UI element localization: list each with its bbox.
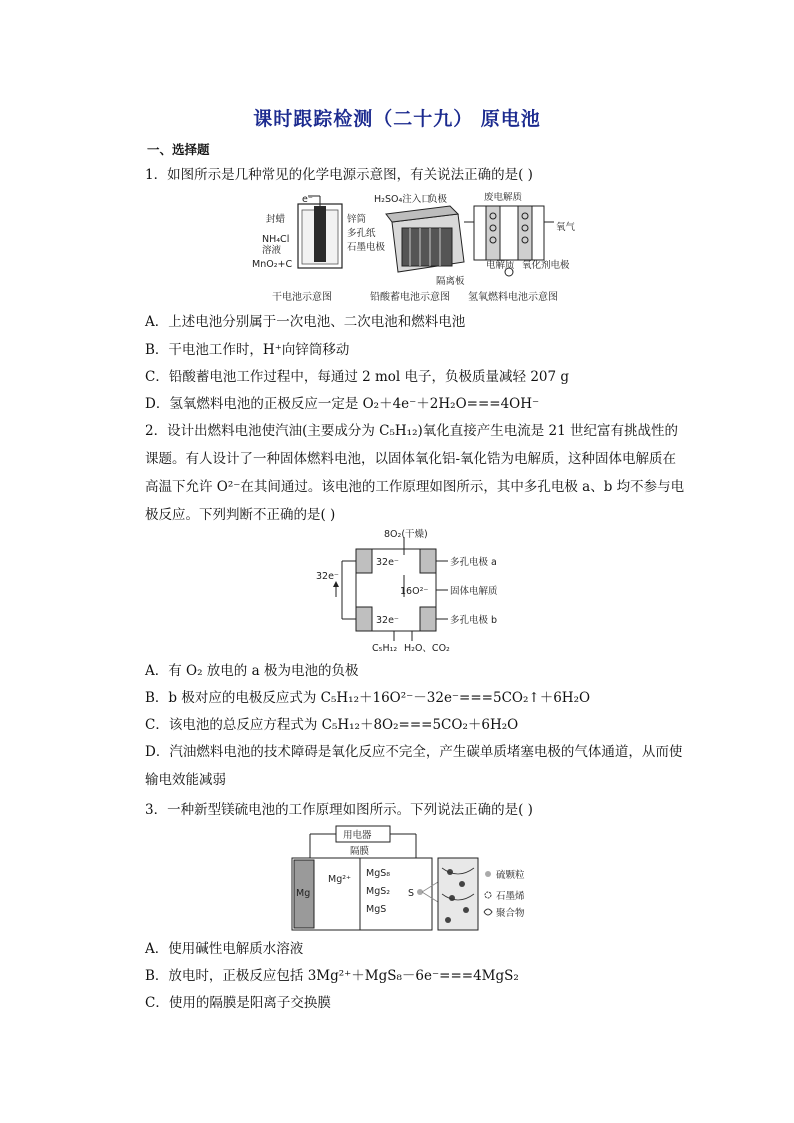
fuel-label-electrolyte: 电解质: [486, 260, 515, 271]
q2-e-bottom: 32e⁻: [376, 615, 399, 626]
q2-electrolyte: 固体电解质: [450, 586, 498, 597]
dry-label-graphite: 石墨电极: [347, 242, 386, 253]
q1-stem: 1．如图所示是几种常见的化学电源示意图，有关说法正确的是( ): [145, 167, 533, 183]
q2-top-label: 8O₂(干燥): [384, 529, 428, 540]
q3-option-a: A．使用碱性电解质水溶液: [145, 941, 304, 957]
lead-label-separator: 隔离板: [436, 276, 465, 287]
q3-option-b: B．放电时，正极反应包括 3Mg²⁺＋MgS₈－6e⁻===4MgS₂: [145, 968, 519, 984]
q2-option-b: B．b 极对应的电极反应式为 C₅H₁₂＋16O²⁻－32e⁻===5CO₂↑＋6H₂O: [145, 690, 591, 706]
q3-s: S: [408, 888, 415, 899]
dry-label-paper: 多孔纸: [347, 228, 376, 239]
q2-option-c: C．该电池的总反应方程式为 C₅H₁₂＋8O₂===5CO₂＋6H₂O: [145, 717, 519, 733]
fuel-label-oxygen: 氧气: [556, 222, 576, 233]
page-title: 课时跟踪检测（二十九） 原电池: [253, 108, 541, 130]
q3-species-2: MgS: [366, 904, 387, 915]
q3-stem: 3．一种新型镁硫电池的工作原理如图所示。下列说法正确的是( ): [145, 802, 533, 818]
dry-label-solution: 溶液: [262, 245, 282, 256]
dry-label-nh4cl: NH₄Cl: [262, 234, 290, 245]
q2-bottom-left: C₅H₁₂: [372, 643, 398, 654]
lead-label-inlet: H₂SO₄注入口: [374, 194, 431, 205]
q3-mg: Mg: [296, 888, 311, 899]
q3-species-1: MgS₂: [366, 886, 391, 897]
q3-figure: [290, 824, 540, 934]
q3-species-0: MgS₈: [366, 868, 391, 879]
q2-e-top: 32e⁻: [376, 557, 399, 568]
section-heading: 一、选择题: [147, 142, 210, 157]
fuel-cell-caption: 氢氧燃料电池示意图: [468, 292, 558, 303]
q2-figure: [312, 527, 512, 655]
q2-stem: 2．设计出燃料电池使汽油(主要成分为 C₅H₁₂)氧化直接产生电流是 21 世纪富有挑战性的课题。有人设计了一种固体燃料电池，以固体氧化铝-氧化锆为电解质，这种固体电解质在高温下允许 O²⁻在其间通过。该电池的工作原理如图所示，其中多孔电极 a、b 均不参与电极反应。下列判断不正确的是( ): [145, 423, 685, 523]
q3-legend-1: 石墨烯: [496, 891, 525, 902]
fuel-cell-diagram: [464, 192, 576, 303]
q1-option-d: D．氢氧燃料电池的正极反应一定是 O₂＋4e⁻＋2H₂O===4OH⁻: [145, 396, 540, 412]
q2-elec-b: 多孔电极 b: [450, 615, 498, 626]
fuel-label-waste: 废电解质: [484, 192, 523, 203]
q3-membrane: 隔膜: [350, 846, 370, 857]
q2-elec-a: 多孔电极 a: [450, 557, 497, 568]
dry-label-mno2: MnO₂+C: [252, 259, 293, 270]
q3-legend-0: 硫颗粒: [496, 870, 525, 881]
dry-cell-diagram: [252, 194, 386, 303]
q1-option-b: B．干电池工作时，H⁺向锌筒移动: [145, 342, 350, 358]
dry-label-zinc: 锌筒: [347, 214, 367, 225]
q1-option-c: C．铅酸蓄电池工作过程中，每通过 2 mol 电子，负极质量减轻 207 g: [145, 369, 570, 385]
dry-e-label: e⁻: [302, 194, 313, 205]
q2-e-left: 32e⁻: [316, 571, 339, 582]
q1-figure: [250, 192, 580, 304]
fuel-label-oxidant: 氧化剂电极: [522, 260, 570, 271]
dry-cell-caption: 干电池示意图: [272, 292, 332, 303]
q2-o-ion: 16O²⁻: [400, 586, 429, 597]
q2-option-d: D．汽油燃料电池的技术障碍是氧化反应不完全，产生碳单质堵塞电极的气体通道，从而使输电效能减弱: [145, 744, 683, 788]
q1-option-a: A．上述电池分别属于一次电池、二次电池和燃料电池: [145, 314, 466, 330]
q3-mg-ion: Mg²⁺: [328, 874, 352, 885]
q3-legend-2: 聚合物: [496, 908, 525, 919]
dry-label-wax: 封蜡: [266, 214, 286, 225]
lead-acid-caption: 铅酸蓄电池示意图: [370, 292, 450, 303]
q2-bottom-right: H₂O、CO₂: [404, 643, 450, 654]
q3-device: 用电器: [343, 830, 372, 841]
q3-option-c: C．使用的隔膜是阳离子交换膜: [145, 995, 331, 1011]
q2-option-a: A．有 O₂ 放电的 a 极为电池的负极: [145, 663, 359, 679]
lead-label-negative: 负极: [428, 194, 448, 205]
